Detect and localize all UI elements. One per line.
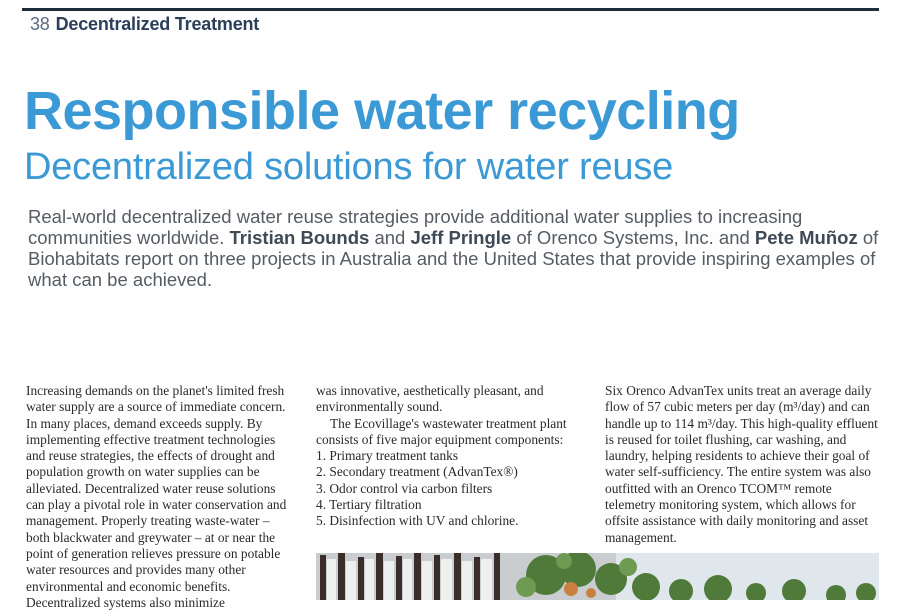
body-column-1 xyxy=(26,383,292,611)
list-item: 5. Disinfection with UV and chlorine. xyxy=(316,513,519,529)
author-name: Jeff Pringle xyxy=(410,227,512,248)
ecovillage-photo xyxy=(316,553,879,600)
section-title: Decentralized Treatment xyxy=(55,14,260,34)
page-number: 38 xyxy=(30,14,50,34)
page-header xyxy=(30,14,259,35)
article-title: Responsible water recycling xyxy=(24,81,740,141)
body-paragraph: The Ecovillage's wastewater treatment plant consists of five major equipment components: xyxy=(316,415,567,447)
header-rule xyxy=(22,8,879,11)
list-item: 1. Primary treatment tanks xyxy=(316,448,459,464)
standfirst-text: of Orenco Systems, Inc. and xyxy=(511,227,755,248)
body-paragraph: Six Orenco AdvanTex units treat an average daily flow of 57 cubic meters per day (m³/day) and can handle up to 114 m³/day. This high-quality effluent is reused for toilet flushing, car washing, and laundry, helping residents to achieve their goal of water self-sufficiency. The entire system was also outfitted with an Orenco TCOM™ remote telemetry monitoring system, which allows for offsite assistance with daily monitoring and asset management. xyxy=(605,383,878,545)
list-item: 3. Odor control via carbon filters xyxy=(316,480,493,496)
article-subtitle: Decentralized solutions for water reuse xyxy=(24,146,674,188)
standfirst-text: of Biohabitats report on three projects in Australia and the United States that provide inspiring examples of what can be achieved. xyxy=(28,227,879,290)
list-item: 2. Secondary treatment (AdvanTex®) xyxy=(316,464,518,480)
standfirst xyxy=(28,206,883,290)
component-list xyxy=(316,448,588,529)
standfirst-text: and xyxy=(369,227,411,248)
standfirst-text: Real-world decentralized water reuse strategies provide additional water supplies to increasing communities worldwide. xyxy=(28,206,803,248)
body-paragraph: Increasing demands on the planet's limited fresh water supply are a source of immediate concern. In many places, demand exceeds supply. By implementing effective treatment technologies and reuse strategies, the effects of drought and population growth on water supplies can be alleviated. Decentralized water reuse solutions can play a pivotal role in water conservation and management. Properly treating waste-water – both blackwater and greywater – at or near the point of generation relieves pressure on potable water resources and provides many other environmental and economic benefits. Decentralized systems also minimize xyxy=(26,383,287,610)
body-column-3 xyxy=(605,383,883,546)
body-paragraph: was innovative, aesthetically pleasant, and environmentally sound. xyxy=(316,383,544,415)
body-column-2 xyxy=(316,383,588,530)
author-name: Tristian Bounds xyxy=(229,227,370,248)
list-item: 4. Tertiary filtration xyxy=(316,497,422,513)
author-name: Pete Muñoz xyxy=(754,227,858,248)
